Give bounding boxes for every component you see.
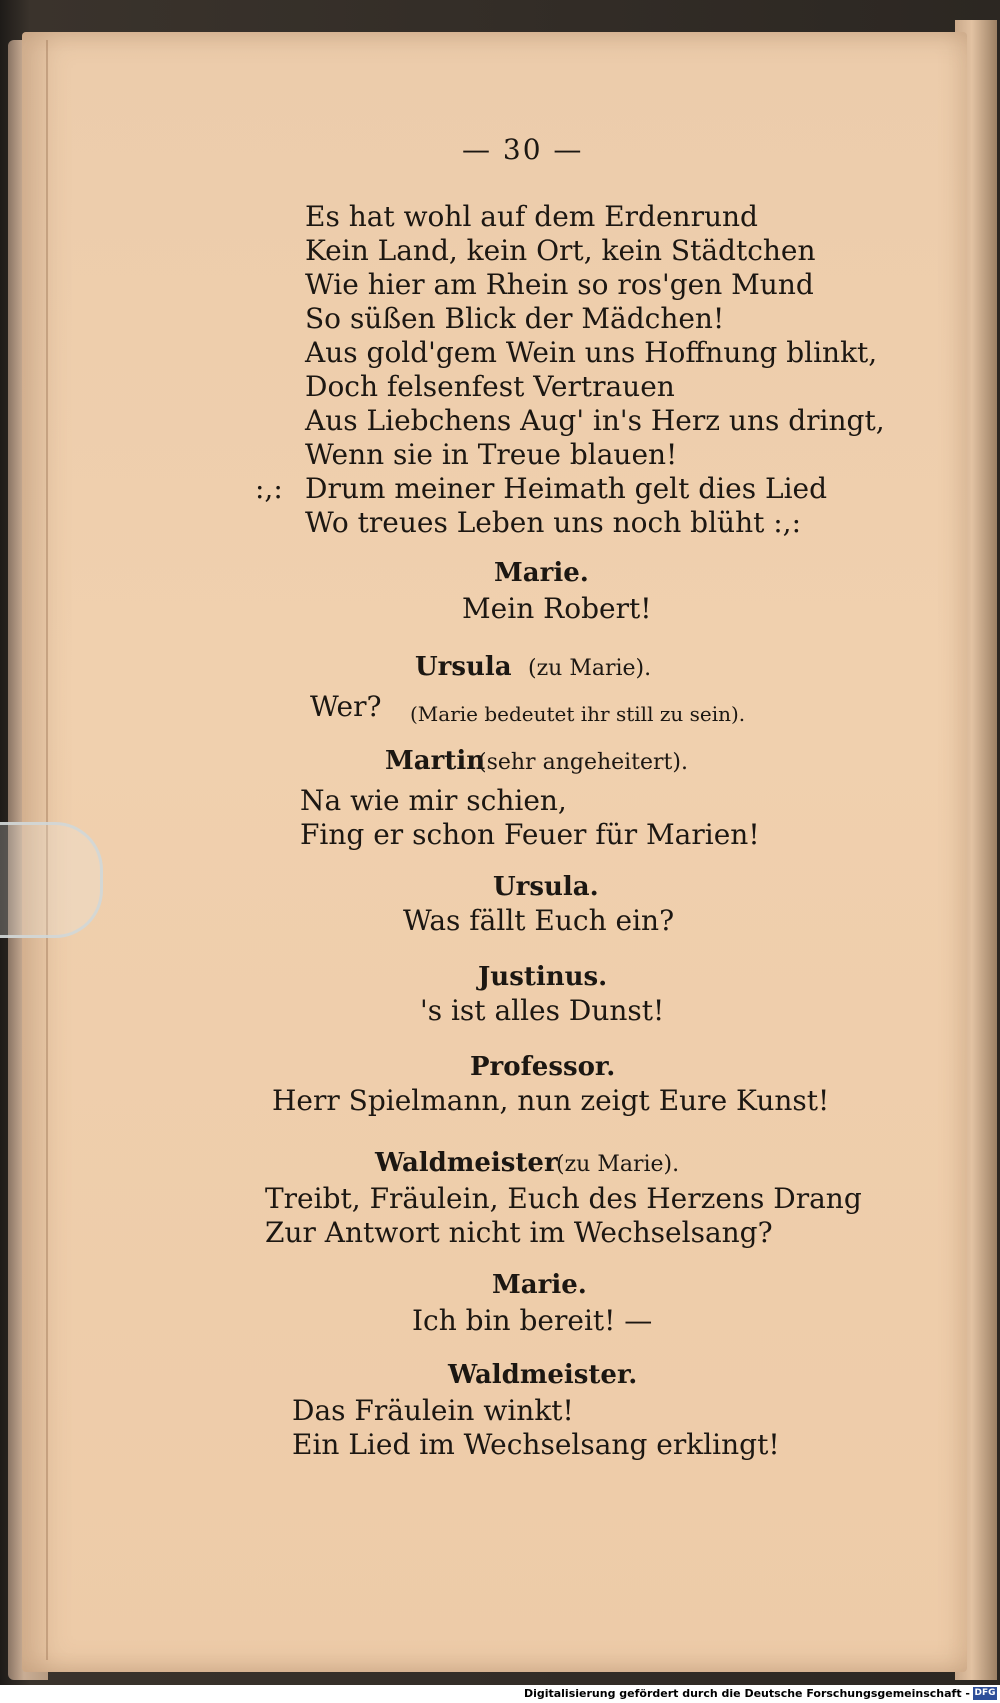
dialogue-line: Mein Robert! xyxy=(462,592,652,625)
stanza-line: Aus Liebchens Aug' in's Herz uns dringt, xyxy=(305,404,885,437)
dialogue-line: Was fällt Euch ein? xyxy=(403,904,675,937)
repeat-mark: :,: xyxy=(255,472,283,505)
speaker-name: Ursula. xyxy=(493,872,599,902)
stanza-line: Kein Land, kein Ort, kein Städtchen xyxy=(305,234,816,267)
speaker-name: Ursula xyxy=(415,652,512,682)
dialogue-line: Ich bin bereit! — xyxy=(412,1304,653,1337)
speaker-name: Martin xyxy=(385,746,486,776)
dialogue-line: Treibt, Fräulein, Euch des Herzens Drang xyxy=(265,1182,862,1215)
speaker-name: Waldmeister xyxy=(375,1148,558,1178)
speaker-name: Marie. xyxy=(494,558,589,588)
stage-direction: (zu Marie). xyxy=(528,656,652,681)
stanza-line: Es hat wohl auf dem Erdenrund xyxy=(305,200,758,233)
stage-direction: (Marie bedeutet ihr still zu sein). xyxy=(410,702,746,726)
dialogue-line: Ein Lied im Wechselsang erklingt! xyxy=(292,1428,780,1461)
stanza-line: Wenn sie in Treue blauen! xyxy=(305,438,678,471)
dialogue-line: Das Fräulein winkt! xyxy=(292,1394,574,1427)
stanza-line: So süßen Blick der Mädchen! xyxy=(305,302,725,335)
digitization-credit-bar xyxy=(0,1685,1000,1703)
dialogue-line: 's ist alles Dunst! xyxy=(420,994,665,1027)
stanza-line: Wie hier am Rhein so ros'gen Mund xyxy=(305,268,814,301)
dialogue-line: Zur Antwort nicht im Wechselsang? xyxy=(265,1216,773,1249)
page-number: — 30 — xyxy=(462,133,584,166)
stanza-line: Drum meiner Heimath gelt dies Lied xyxy=(305,472,828,505)
dialogue-line: Wer? xyxy=(310,690,382,723)
dialogue-line: Fing er schon Feuer für Marien! xyxy=(300,818,760,851)
dialogue-line: Herr Spielmann, nun zeigt Eure Kunst! xyxy=(272,1084,830,1117)
speaker-name: Waldmeister. xyxy=(448,1360,638,1390)
stanza-line: Aus gold'gem Wein uns Hoffnung blinkt, xyxy=(305,336,878,369)
dfg-logo: DFG xyxy=(974,1688,996,1698)
paper-clip xyxy=(0,822,103,938)
stage-direction: (sehr angeheitert). xyxy=(478,750,688,775)
dialogue-line: Na wie mir schien, xyxy=(300,784,567,817)
stanza-line: Wo treues Leben uns noch blüht :,: xyxy=(305,506,802,539)
stanza-line: Doch felsenfest Vertrauen xyxy=(305,370,675,403)
speaker-name: Marie. xyxy=(492,1270,587,1300)
credit-text: Digitalisierung gefördert durch die Deutsche Forschungsgemeinschaft - xyxy=(523,1687,970,1700)
speaker-name: Professor. xyxy=(470,1052,616,1082)
speaker-name: Justinus. xyxy=(478,962,608,992)
stage-direction: (zu Marie). xyxy=(556,1152,680,1177)
